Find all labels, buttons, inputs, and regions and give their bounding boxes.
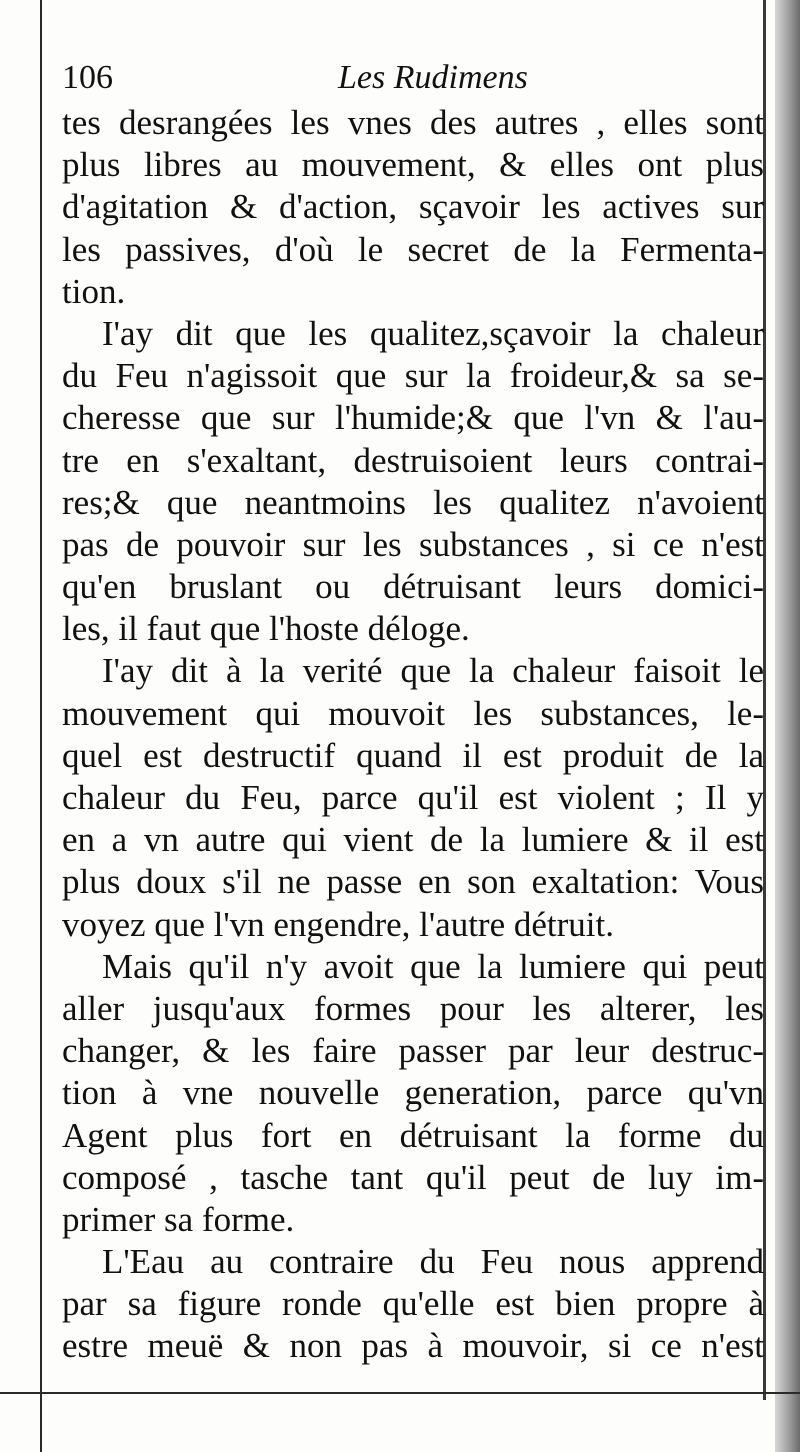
page-header [62,58,762,102]
text-line: quel est destructif quand il est produit de la [62,735,764,775]
text-line: res;& que neantmoins les qualitez n'avoient [62,482,764,522]
text-line: les, il faut que l'hoste déloge. [62,609,470,649]
text-line: pas de pouvoir sur les substances , si ce n'est [62,524,764,564]
text-line: mouvement qui mouvoit les substances, le- [62,693,764,733]
text-line: cheresse que sur l'humide;& que l'vn & l'au- [62,398,764,438]
text-line: tes desrangées les vnes des autres , elles sont [62,103,764,142]
text-line: I'ay dit que les qualitez,sçavoir la chaleur [102,313,764,353]
text-line: estre meuë & non pas à mouvoir, si ce n'est [62,1326,764,1366]
text-line: du Feu n'agissoit que sur la froideur,& sa se- [62,356,764,396]
text-line: voyez que l'vn engendre, l'autre détruit. [62,904,614,944]
page-number: 106 [62,59,113,96]
text-line: d'agitation & d'action, sçavoir les actives sur [62,187,764,227]
text-line: plus libres au mouvement, & elles ont plus [62,145,764,185]
text-line: en a vn autre qui vient de la lumiere & il est [62,820,764,860]
text-line: tre en s'exaltant, destruisoient leurs contrai- [62,440,764,480]
text-line: plus doux s'il ne passe en son exaltation: Vous [62,862,764,902]
text-line: les passives, d'où le secret de la Fermenta- [62,229,764,269]
body-text [62,102,764,1368]
text-line: tion. [62,271,126,311]
text-line: Agent plus fort en détruisant la forme du [62,1115,764,1155]
text-line: par sa figure ronde qu'elle est bien propre à [62,1284,764,1324]
text-line: primer sa forme. [62,1199,295,1239]
text-line: aller jusqu'aux formes pour les alterer, les [62,988,764,1028]
text-line: Mais qu'il n'y avoit que la lumiere qui peut [102,946,764,986]
text-line: changer, & les faire passer par leur destruc- [62,1031,764,1071]
text-line: chaleur du Feu, parce qu'il est violent ; Il y [62,778,764,817]
page-edge-shadow [775,0,800,1452]
text-line: L'Eau au contraire du Feu nous apprend [102,1242,764,1282]
text-line: qu'en bruslant ou détruisant leurs domici- [62,567,764,607]
text-line: tion à vne nouvelle generation, parce qu'vn [62,1073,764,1113]
running-title: Les Rudimens [338,59,528,96]
text-line: composé , tasche tant qu'il peut de luy im- [62,1157,764,1197]
left-margin-rule [40,0,42,1452]
text-line: I'ay dit à la verité que la chaleur faisoit le [102,651,764,691]
bottom-margin-rule [0,1392,800,1394]
